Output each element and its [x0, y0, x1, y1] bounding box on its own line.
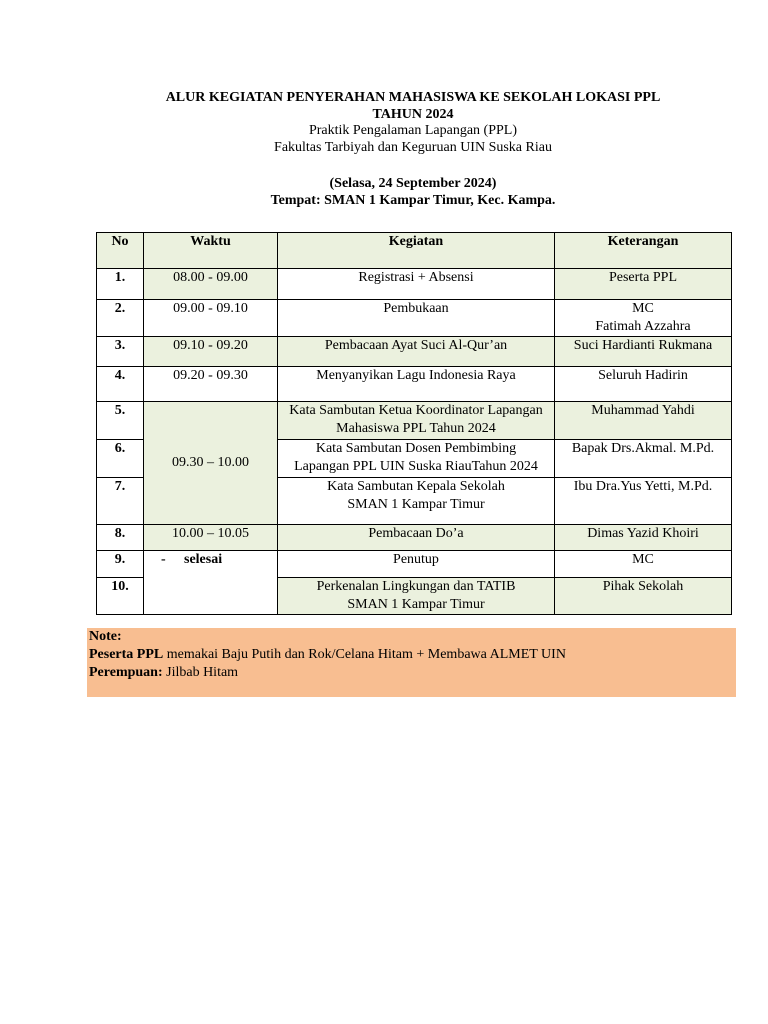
- row-kegiatan: [278, 402, 555, 440]
- subtitle-line-1: Praktik Pengalaman Lapangan (PPL): [308, 123, 517, 138]
- row-keterangan: Muhammad Yahdi: [555, 402, 732, 440]
- row-keterangan: Dimas Yazid Khoiri: [555, 525, 732, 551]
- column-header-waktu: Waktu: [144, 233, 278, 269]
- row-keterangan: Ibu Dra.Yus Yetti, M.Pd.: [555, 478, 732, 525]
- kegiatan-line-1: Kata Sambutan Ketua Koordinator Lapangan: [289, 403, 543, 418]
- row-no: 5.: [97, 402, 144, 440]
- subtitle-line-2: Fakultas Tarbiyah dan Keguruan UIN Suska Riau: [274, 139, 552, 155]
- row-no: 3.: [97, 337, 144, 367]
- kegiatan-line-1: Kata Sambutan Kepala Sekolah: [327, 479, 505, 494]
- waktu-selesai: selesai: [184, 552, 223, 567]
- keterangan-line-2: Fatimah Azzahra: [595, 319, 691, 334]
- title-line-2: TAHUN 2024: [372, 106, 454, 122]
- row-no: 9.: [97, 551, 144, 578]
- row-kegiatan: [278, 478, 555, 525]
- note-line-1-text: memakai Baju Putih dan Rok/Celana Hitam + Membawa ALMET UIN: [163, 647, 566, 662]
- title-line-1: ALUR KEGIATAN PENYERAHAN MAHASISWA KE SEKOLAH LOKASI PPL: [165, 90, 661, 105]
- note-line-2-text: Jilbab Hitam: [162, 665, 239, 680]
- note-line-1: [89, 646, 736, 664]
- row-kegiatan: Pembacaan Ayat Suci Al-Qur’an: [278, 337, 555, 367]
- row-waktu: 09.00 - 09.10: [144, 300, 278, 337]
- note-line-2: [89, 664, 736, 682]
- note-box: [87, 628, 736, 697]
- row-keterangan: Peserta PPL: [555, 269, 732, 300]
- row-no: 10.: [97, 578, 144, 615]
- row-kegiatan: Pembukaan: [278, 300, 555, 337]
- row-waktu-merged: 09.30 – 10.00: [144, 402, 278, 525]
- row-kegiatan: Registrasi + Absensi: [278, 269, 555, 300]
- waktu-dash: -: [161, 552, 166, 567]
- table-row: [97, 551, 732, 578]
- kegiatan-line-2: Mahasiswa PPL Tahun 2024: [336, 421, 496, 436]
- table-row: [97, 300, 732, 337]
- document-header: [0, 90, 768, 209]
- row-no: 6.: [97, 440, 144, 478]
- table-row: [97, 367, 732, 402]
- kegiatan-line-2: SMAN 1 Kampar Timur: [347, 497, 485, 512]
- row-keterangan: Bapak Drs.Akmal. M.Pd.: [555, 440, 732, 478]
- row-kegiatan: [278, 578, 555, 615]
- table-row: [97, 269, 732, 300]
- row-keterangan: Pihak Sekolah: [555, 578, 732, 615]
- row-keterangan: Seluruh Hadirin: [555, 367, 732, 402]
- row-keterangan: [555, 300, 732, 337]
- table-row: [97, 402, 732, 440]
- event-date: (Selasa, 24 September 2024): [329, 176, 497, 191]
- row-no: 7.: [97, 478, 144, 525]
- row-kegiatan: Menyanyikan Lagu Indonesia Raya: [278, 367, 555, 402]
- keterangan-line-1: MC: [632, 301, 654, 316]
- row-waktu: 10.00 – 10.05: [144, 525, 278, 551]
- kegiatan-line-1: Perkenalan Lingkungan dan TATIB: [316, 579, 516, 594]
- column-header-kegiatan: Kegiatan: [278, 233, 555, 269]
- kegiatan-line-1: Kata Sambutan Dosen Pembimbing: [315, 441, 517, 456]
- row-waktu: 08.00 - 09.00: [144, 269, 278, 300]
- row-waktu-merged: [144, 551, 278, 615]
- row-no: 2.: [97, 300, 144, 337]
- table-row: [97, 337, 732, 367]
- column-header-no: No: [97, 233, 144, 269]
- row-waktu: 09.10 - 09.20: [144, 337, 278, 367]
- note-line-2-bold: Perempuan:: [89, 665, 163, 680]
- schedule-table: [96, 232, 732, 615]
- column-header-keterangan: Keterangan: [555, 233, 732, 269]
- row-kegiatan: Penutup: [278, 551, 555, 578]
- row-waktu: 09.20 - 09.30: [144, 367, 278, 402]
- row-no: 4.: [97, 367, 144, 402]
- kegiatan-line-2: SMAN 1 Kampar Timur: [347, 597, 485, 612]
- row-no: 1.: [97, 269, 144, 300]
- event-place: Tempat: SMAN 1 Kampar Timur, Kec. Kampa.: [270, 192, 556, 208]
- table-row: [97, 525, 732, 551]
- note-line-1-bold: Peserta PPL: [89, 647, 164, 662]
- note-label: Note:: [89, 629, 122, 644]
- kegiatan-line-2: Lapangan PPL UIN Suska RiauTahun 2024: [294, 459, 538, 474]
- row-keterangan: MC: [555, 551, 732, 578]
- row-no: 8.: [97, 525, 144, 551]
- row-kegiatan: [278, 440, 555, 478]
- row-kegiatan: Pembacaan Do’a: [278, 525, 555, 551]
- row-keterangan: Suci Hardianti Rukmana: [555, 337, 732, 367]
- table-header-row: [97, 233, 732, 269]
